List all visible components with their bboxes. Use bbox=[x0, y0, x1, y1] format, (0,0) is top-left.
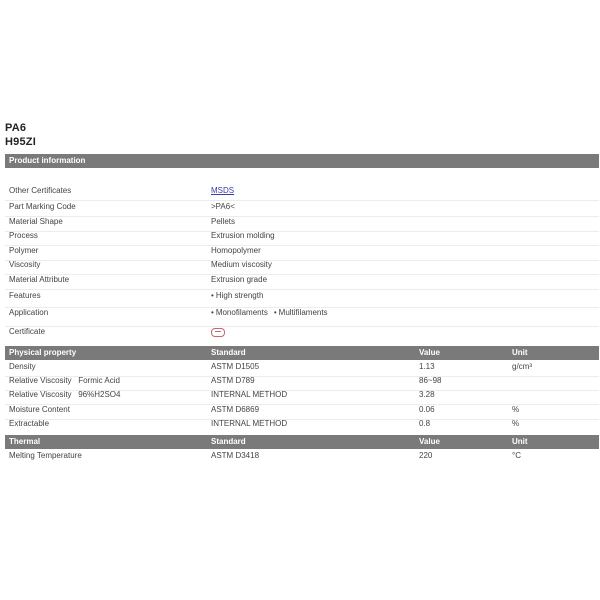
info-value: Medium viscosity bbox=[211, 260, 272, 269]
info-label: Features bbox=[9, 291, 41, 300]
info-value: Homopolymer bbox=[211, 246, 261, 255]
info-value: >PA6< bbox=[211, 202, 235, 211]
certificate-badge-icon[interactable] bbox=[211, 327, 225, 338]
unit-column-header: Unit bbox=[512, 437, 528, 446]
table-row bbox=[5, 405, 599, 420]
info-label: Material Shape bbox=[9, 217, 63, 226]
table-row bbox=[5, 451, 599, 465]
info-row-material-shape bbox=[5, 217, 599, 232]
info-row-other-certificates bbox=[5, 186, 599, 201]
info-row-material-attribute bbox=[5, 275, 599, 290]
info-label: Material Attribute bbox=[9, 275, 70, 284]
info-label: Other Certificates bbox=[9, 186, 72, 195]
property-standard: INTERNAL METHOD bbox=[211, 419, 288, 428]
info-row-certificate bbox=[5, 327, 599, 345]
property-name: Extractable bbox=[9, 419, 50, 428]
property-value: 1.13 bbox=[419, 362, 435, 371]
info-value-features bbox=[211, 291, 263, 300]
info-row-process bbox=[5, 231, 599, 246]
value-column-header: Value bbox=[419, 437, 440, 446]
bullet-icon: • bbox=[273, 308, 277, 317]
property-value: 86~98 bbox=[419, 376, 442, 385]
product-grade: H95ZI bbox=[5, 136, 36, 148]
property-name: Moisture Content bbox=[9, 405, 70, 414]
info-value: Extrusion grade bbox=[211, 275, 268, 284]
physical-property-title: Physical property bbox=[9, 348, 77, 357]
value-column-header: Value bbox=[419, 348, 440, 357]
property-standard: INTERNAL METHOD bbox=[211, 390, 288, 399]
application-item: • Multifilaments bbox=[273, 308, 328, 317]
thermal-title: Thermal bbox=[9, 437, 41, 446]
unit-column-header: Unit bbox=[512, 348, 528, 357]
property-value: 3.28 bbox=[419, 390, 435, 399]
property-standard: ASTM D6869 bbox=[211, 405, 260, 414]
application-item: • Monofilaments bbox=[211, 308, 268, 317]
property-value: 0.8 bbox=[419, 419, 431, 428]
table-row bbox=[5, 376, 599, 391]
physical-property-header bbox=[5, 346, 599, 360]
info-row-viscosity bbox=[5, 260, 599, 275]
property-unit: % bbox=[512, 419, 520, 428]
msds-link[interactable]: MSDS bbox=[211, 186, 235, 195]
info-label: Application bbox=[9, 308, 49, 317]
thermal-header bbox=[5, 435, 599, 449]
property-standard: ASTM D1505 bbox=[211, 362, 260, 371]
table-row bbox=[5, 390, 599, 405]
product-name: PA6 bbox=[5, 122, 27, 134]
info-row-polymer bbox=[5, 246, 599, 261]
property-name: Relative Viscosity 96%H2SO4 bbox=[9, 390, 121, 399]
property-unit: % bbox=[512, 405, 520, 414]
info-label: Certificate bbox=[9, 327, 46, 336]
info-row-features bbox=[5, 291, 599, 308]
info-row-application bbox=[5, 308, 599, 327]
property-unit: g/cm³ bbox=[512, 362, 532, 371]
property-name: Relative Viscosity Formic Acid bbox=[9, 376, 120, 385]
info-label: Viscosity bbox=[9, 260, 41, 269]
property-value: 0.06 bbox=[419, 405, 435, 414]
product-information-title: Product information bbox=[9, 156, 86, 165]
bullet-icon: • bbox=[211, 291, 214, 300]
table-row bbox=[5, 362, 599, 377]
property-name: Density bbox=[9, 362, 36, 371]
standard-column-header: Standard bbox=[211, 437, 246, 446]
info-value-application bbox=[211, 308, 334, 317]
product-information-header bbox=[5, 154, 599, 168]
info-label: Polymer bbox=[9, 246, 39, 255]
property-value: 220 bbox=[419, 451, 433, 460]
property-standard: ASTM D789 bbox=[211, 376, 255, 385]
info-label: Part Marking Code bbox=[9, 202, 76, 211]
property-unit: °C bbox=[512, 451, 521, 460]
bullet-icon: • bbox=[211, 308, 214, 317]
info-row-part-marking-code bbox=[5, 202, 599, 217]
info-value: Pellets bbox=[211, 217, 236, 226]
info-value: Extrusion molding bbox=[211, 231, 275, 240]
property-standard: ASTM D3418 bbox=[211, 451, 260, 460]
table-row bbox=[5, 419, 599, 433]
property-name: Melting Temperature bbox=[9, 451, 82, 460]
feature-text: High strength bbox=[215, 291, 264, 300]
standard-column-header: Standard bbox=[211, 348, 246, 357]
info-label: Process bbox=[9, 231, 38, 240]
